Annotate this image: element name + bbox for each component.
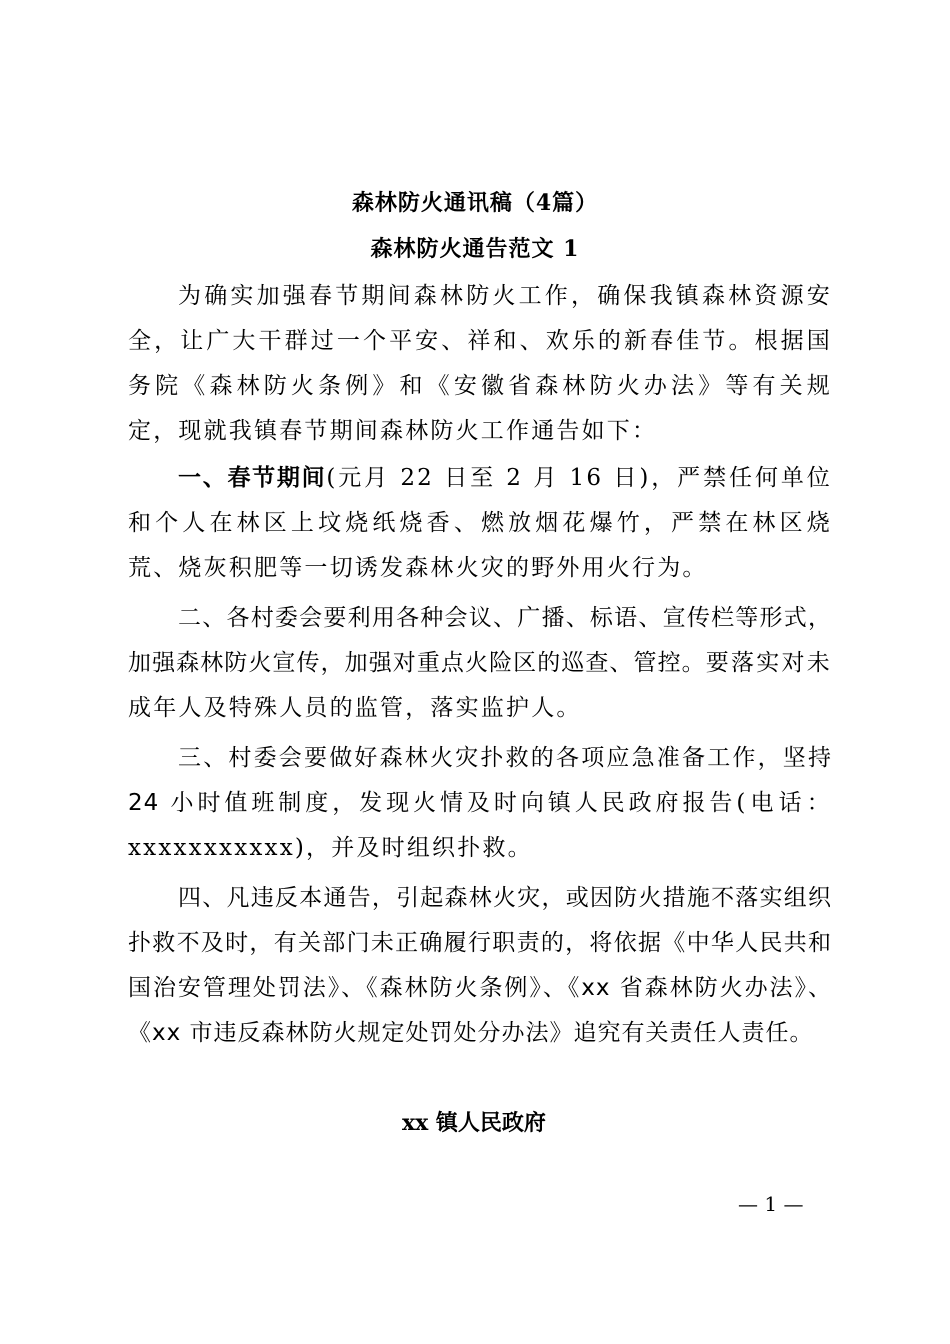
- document-subtitle: 森林防火通告范文 1: [370, 236, 580, 262]
- paragraph-one-rest: (元月 22 日至 2 月 16 日)，严禁任何单位和个人在林区上坟烧纸烧香、燃放烟花爆竹，严禁在林区烧荒、烧灰积肥等一切诱发森林火灾的野外用火行为。: [128, 465, 832, 581]
- paragraph-three: [128, 736, 832, 871]
- paragraph-three-lead: 三、村委会要做好森林火灾扑救的各项应急准备工作，坚持 24 小时值班制度，发现火情及时向镇人民政府报告: [128, 745, 832, 816]
- paragraph-four-text: 四、凡违反本通告，引起森林火灾，或因防火措施不落实组织扑救不及时，有关部门未正确履行职责的，将依据《中华人民共和国治安管理处罚法》、《森林防火条例》、《xx 省森林防火办法》、《xx 市违反森林防火规定处罚处分办法》追究有关责任人责任。: [128, 885, 832, 1046]
- document-title: 森林防火通讯稿（4篇）: [351, 190, 599, 216]
- paragraph-one-lead: 一、春节期间: [178, 465, 327, 491]
- page-number: — 1 —: [738, 1192, 804, 1216]
- paragraph-two-lead: 二、各村委会要利用各种会议、广播、标语、宣传栏等形式，加强森林防火宣传，加强对重点火险区的巡查、管控。: [128, 605, 832, 676]
- intro-paragraph: [128, 274, 832, 454]
- paragraph-one: [128, 456, 832, 591]
- paragraph-two: [128, 596, 832, 731]
- paragraph-three-rest: (电话：xxxxxxxxxxx)，并及时组织扑救。: [128, 790, 833, 861]
- signature: xx 镇人民政府: [402, 1110, 546, 1136]
- paragraph-four: [128, 876, 832, 1056]
- intro-text: 为确实加强春节期间森林防火工作，确保我镇森林资源安全，让广大干群过一个平安、祥和、欢乐的新春佳节。根据国务院《森林防火条例》和《安徽省森林防火办法》等有关规定，现就我镇春节期间森林防火工作通告如下：: [128, 283, 832, 444]
- paragraph-two-rest: 要落实对未成年人及特殊人员的监管，落实监护人。: [128, 650, 833, 721]
